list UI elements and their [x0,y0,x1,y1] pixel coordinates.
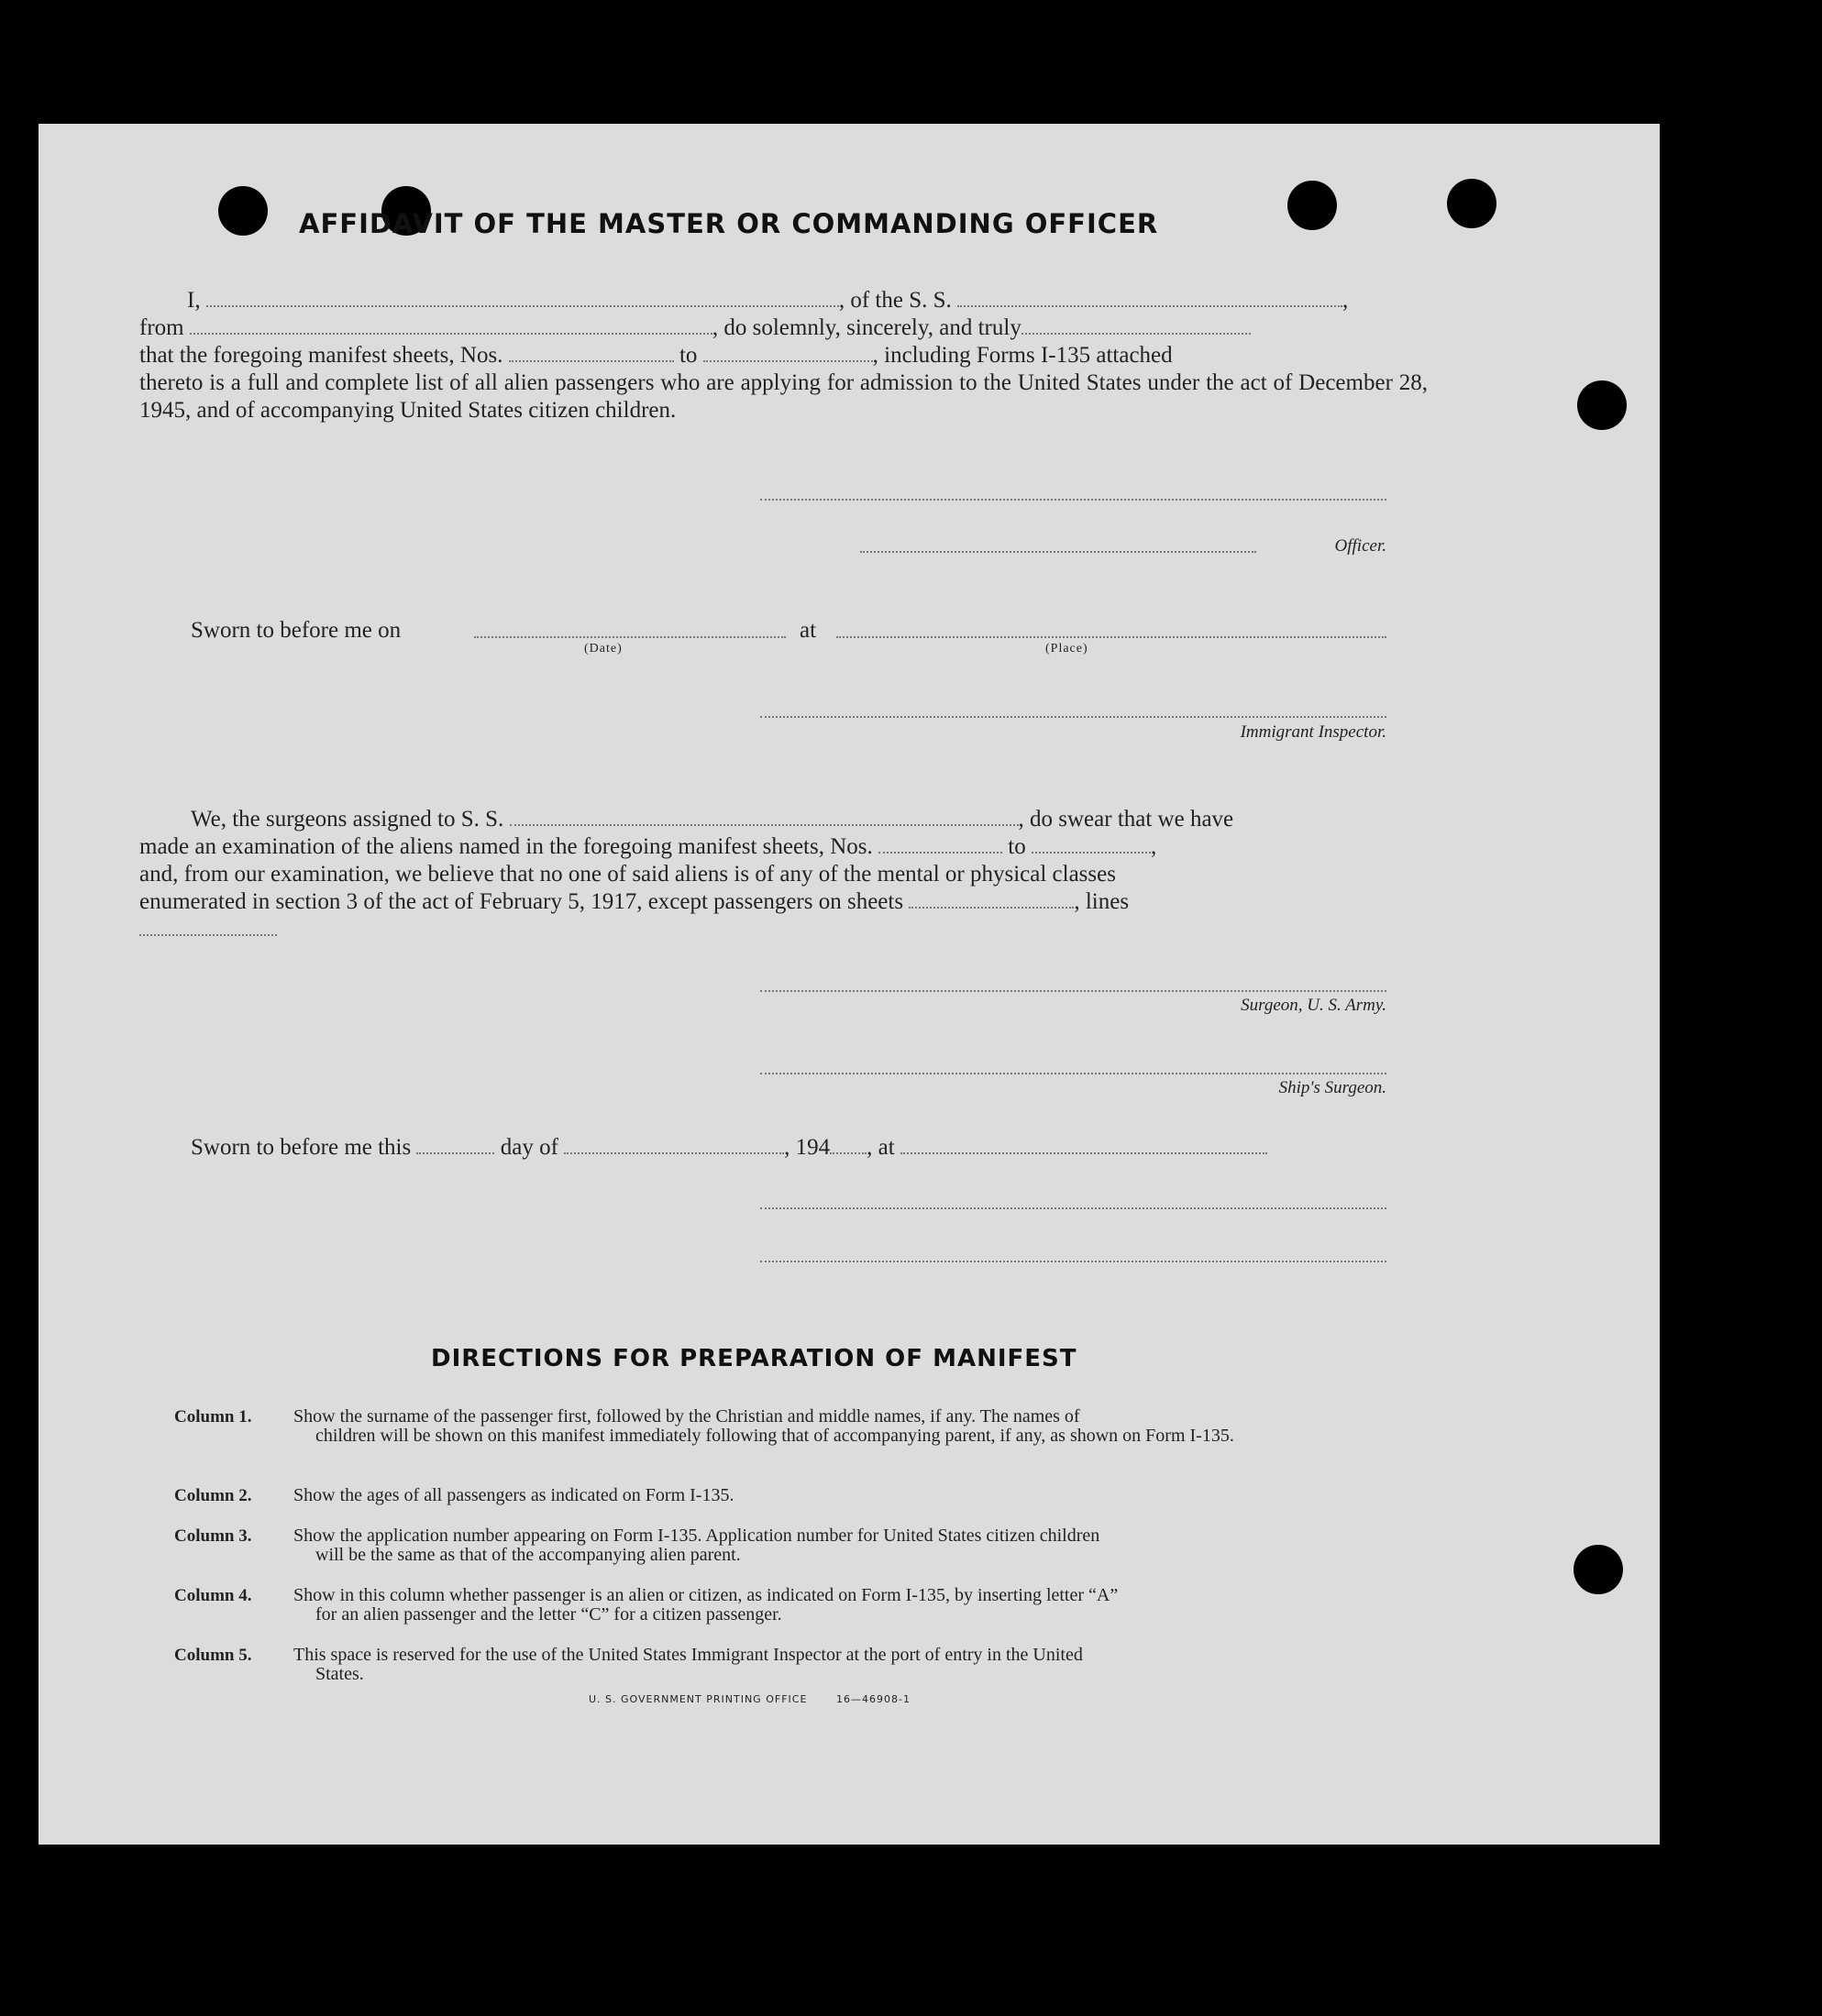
direction-text: This space is reserved for the use of the United States Immigrant Inspector at the port of entry in the United [293,1645,1083,1665]
surgeons-line-2 [139,833,1156,861]
army-surgeon-signature-line[interactable] [760,990,1386,992]
directions-title: DIRECTIONS FOR PREPARATION OF MANIFEST [431,1345,1077,1372]
surgeons-to-label: to [1008,834,1026,859]
punch-hole [1447,179,1496,228]
column-label: Column 1. [174,1407,252,1427]
except-lines-field[interactable] [139,934,277,936]
printer-imprint: U. S. GOVERNMENT PRINTING OFFICE [589,1693,808,1705]
foregoing-text: that the foregoing manifest sheets, Nos. [139,343,503,368]
affidavit-line-3 [139,342,1173,369]
day-of-text: day of [500,1135,558,1160]
i-label: I, [187,288,201,313]
official-title-line[interactable] [760,1261,1386,1262]
port-from-field[interactable] [190,332,712,335]
form-code: 16—46908-1 [836,1693,911,1705]
official-signature-line[interactable] [760,1207,1386,1209]
punch-hole [1574,1545,1623,1594]
sheet-to-field[interactable] [703,359,873,362]
officer-title-line[interactable] [860,551,1256,553]
manifest-sheet [39,124,1660,1845]
affidavit-line-2 [139,314,1251,342]
column-label: Column 2. [174,1486,252,1505]
direction-column-4 [174,1586,1429,1625]
sworn-month-field[interactable] [564,1151,784,1154]
comma: , [1342,288,1349,313]
sworn-day-field[interactable] [416,1151,494,1154]
sworn-officer-text: Sworn to before me on [191,618,402,643]
punch-hole [218,186,268,236]
affidavit-title: AFFIDAVIT OF THE MASTER OR COMMANDING OFFICER [299,208,1159,239]
surgeons-ship-field[interactable] [510,823,1019,826]
direction-text-cont: children will be shown on this manifest immediately following that of accompanying parent, if any, as shown on Form I-135. [315,1426,1234,1446]
place-caption: (Place) [1045,642,1088,655]
surgeons-line-1 [191,806,1233,833]
direction-text: Show the application number appearing on Form I-135. Application number for United States citizen children [293,1526,1100,1546]
surgeons-line-4 [139,888,1129,916]
direction-text-cont: for an alien passenger and the letter “C” for a citizen passenger. [315,1604,782,1625]
officer-signature-line[interactable] [760,499,1386,501]
direction-column-2 [174,1486,1429,1505]
sworn-place-field-2[interactable] [900,1151,1267,1154]
surgeons-sheet-from-field[interactable] [878,851,1002,854]
examination-text: made an examination of the aliens named in the foregoing manifest sheets, Nos. [139,834,873,859]
surgeons-line-3: and, from our examination, we believe that no one of said aliens is of any of the mental or physical classes [139,862,1116,887]
column-label: Column 3. [174,1526,252,1546]
officer-name-field[interactable] [206,304,839,307]
inspector-label: Immigrant Inspector. [1240,722,1386,742]
surgeons-assigned-text: We, the surgeons assigned to S. S. [191,807,504,832]
direction-text-cont: States. [315,1664,364,1684]
direction-text: Show in this column whether passenger is an alien or citizen, as indicated on Form I-135, by inserting letter “A” [293,1585,1119,1605]
comma: , [1150,834,1157,859]
army-surgeon-label: Surgeon, U. S. Army. [1241,996,1386,1015]
affidavit-line-1 [187,287,1348,314]
direction-text: Show the surname of the passenger first, followed by the Christian and middle names, if any. The names of [293,1406,1080,1427]
including-text: , including Forms I-135 attached [872,343,1173,368]
sheet-from-field[interactable] [509,359,674,362]
sworn-surgeons-line [191,1134,1267,1162]
ship-surgeon-signature-line[interactable] [760,1073,1386,1074]
sworn-year-field[interactable] [830,1151,867,1154]
surgeons-sheet-to-field[interactable] [1032,851,1151,854]
sworn-date-field[interactable] [474,636,786,638]
sworn-at-text: , at [867,1135,895,1160]
sworn-place-field[interactable] [836,636,1386,638]
direction-column-1 [174,1407,1429,1446]
to-label: to [679,343,698,368]
of-ss-label: , of the S. S. [838,288,952,313]
punch-hole [1577,380,1627,430]
do-swear-text: , do swear that we have [1018,807,1234,832]
sworn-at-label: at [800,618,817,643]
officer-label: Officer. [1334,536,1386,556]
date-caption: (Date) [584,642,623,655]
ship-name-field[interactable] [957,304,1342,307]
direction-text-cont: will be the same as that of the accompanying alien parent. [315,1545,741,1565]
except-sheets-field[interactable] [909,906,1074,909]
solemnly-text: , do solemnly, sincerely, and truly [712,315,1021,340]
inspector-signature-line[interactable] [760,716,1386,718]
enumerated-text: enumerated in section 3 of the act of February 5, 1917, except passengers on sheets [139,889,904,914]
ship-surgeon-label: Ship's Surgeon. [1278,1078,1386,1097]
column-label: Column 4. [174,1586,252,1605]
punch-hole [1287,181,1337,230]
direction-column-3 [174,1526,1429,1565]
from-label: from [139,315,184,340]
affidavit-full-list-text: thereto is a full and complete list of all alien passengers who are applying for admission to the United States under the act of December 28, 1945, and of accompanying United States citizen children. [139,370,1428,423]
year-text: , 194 [784,1135,831,1160]
sworn-this-text: Sworn to before me this [191,1135,412,1160]
affirm-field[interactable] [1021,332,1251,335]
column-label: Column 5. [174,1646,252,1665]
lines-text: , lines [1074,889,1130,914]
direction-text: Show the ages of all passengers as indicated on Form I-135. [293,1485,734,1505]
direction-column-5 [174,1646,1429,1684]
